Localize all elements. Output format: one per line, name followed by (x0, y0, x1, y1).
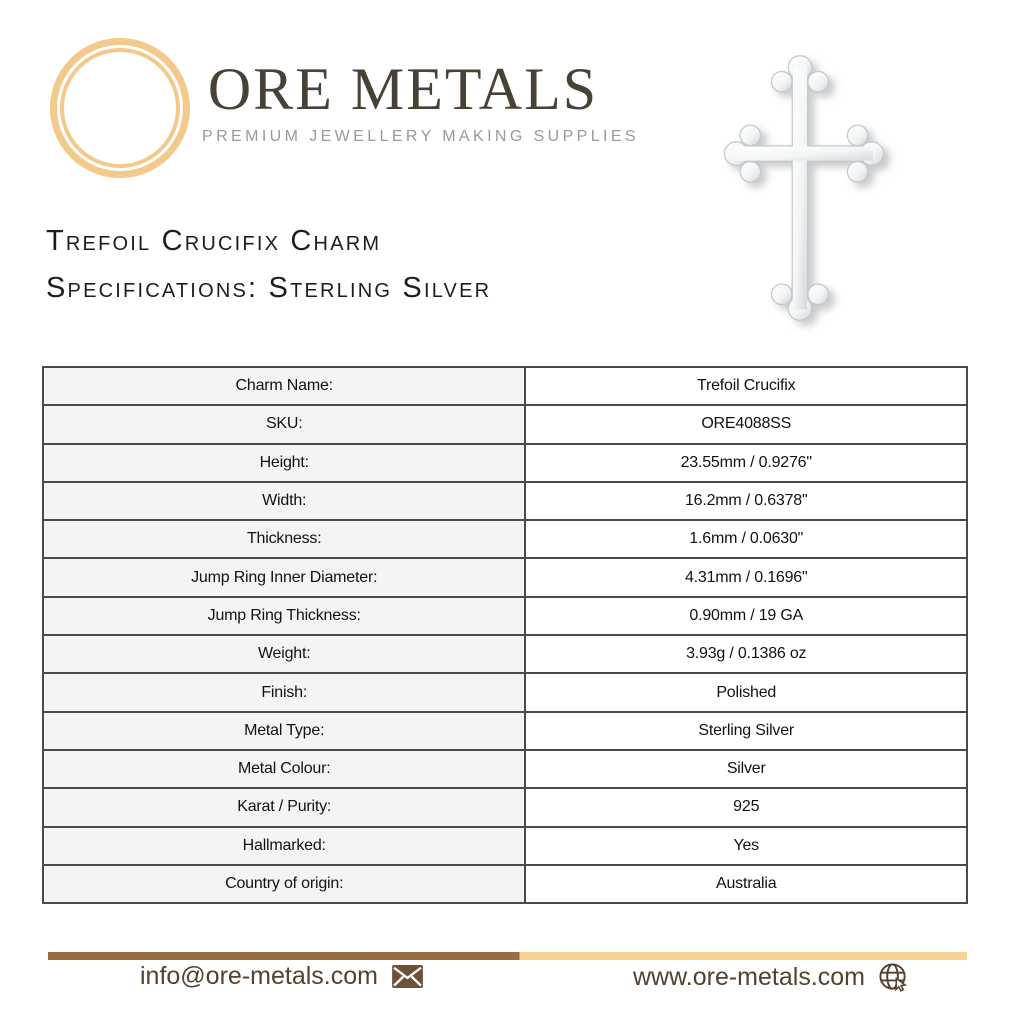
spec-value-cell: Silver (525, 750, 967, 788)
spec-label-cell: Country of origin: (43, 865, 525, 903)
spec-label-cell: Finish: (43, 673, 525, 711)
table-row (43, 405, 967, 443)
title-line-1: Trefoil Crucifix Charm (46, 225, 382, 257)
globe-icon (878, 962, 909, 993)
table-row (43, 750, 967, 788)
table-row (43, 558, 967, 596)
spec-label-cell: Thickness: (43, 520, 525, 558)
spec-value-cell: Yes (525, 827, 967, 865)
spec-value-cell: 0.90mm / 19 GA (525, 597, 967, 635)
spec-table-body (43, 367, 967, 903)
brand-logo (202, 56, 640, 146)
spec-label-cell: Weight: (43, 635, 525, 673)
spec-value-cell: 925 (525, 788, 967, 826)
spec-label-cell: Hallmarked: (43, 827, 525, 865)
spec-label-cell: Jump Ring Inner Diameter: (43, 558, 525, 596)
logo-ring-icon (50, 38, 190, 178)
email-address[interactable]: info@ore-metals.com (140, 962, 378, 990)
page-title (46, 218, 491, 312)
table-row (43, 367, 967, 405)
brand-name: ORE METALS (207, 56, 599, 122)
website-contact (633, 962, 909, 993)
spec-value-cell: Trefoil Crucifix (525, 367, 967, 405)
spec-value-cell: 4.31mm / 0.1696" (525, 558, 967, 596)
spec-value-cell: Polished (525, 673, 967, 711)
spec-label-cell: Metal Type: (43, 712, 525, 750)
spec-label-cell: Jump Ring Thickness: (43, 597, 525, 635)
spec-label-cell: Charm Name: (43, 367, 525, 405)
table-row (43, 597, 967, 635)
table-row (43, 673, 967, 711)
table-row (43, 444, 967, 482)
table-row (43, 788, 967, 826)
title-line-2: Specifications: Sterling Silver (46, 272, 492, 304)
spec-label-cell: Width: (43, 482, 525, 520)
spec-value-cell: 23.55mm / 0.9276" (525, 444, 967, 482)
table-row (43, 865, 967, 903)
spec-label-cell: Height: (43, 444, 525, 482)
footer-divider (48, 952, 967, 960)
spec-value-cell: Sterling Silver (525, 712, 967, 750)
product-image-crucifix (721, 52, 887, 324)
spec-value-cell: Australia (525, 865, 967, 903)
table-row (43, 827, 967, 865)
spec-value-cell: 16.2mm / 0.6378" (525, 482, 967, 520)
brand-tagline: PREMIUM JEWELLERY MAKING SUPPLIES (202, 128, 640, 146)
spec-label-cell: Metal Colour: (43, 750, 525, 788)
envelope-icon (391, 964, 424, 989)
spec-value-cell: ORE4088SS (525, 405, 967, 443)
spec-table (42, 366, 968, 904)
spec-label-cell: Karat / Purity: (43, 788, 525, 826)
email-contact (140, 962, 424, 991)
spec-value-cell: 1.6mm / 0.0630" (525, 520, 967, 558)
website-address[interactable]: www.ore-metals.com (633, 963, 865, 991)
table-row (43, 712, 967, 750)
spec-label-cell: SKU: (43, 405, 525, 443)
table-row (43, 482, 967, 520)
spec-value-cell: 3.93g / 0.1386 oz (525, 635, 967, 673)
table-row (43, 635, 967, 673)
trefoil-cross-icon (721, 52, 887, 324)
table-row (43, 520, 967, 558)
